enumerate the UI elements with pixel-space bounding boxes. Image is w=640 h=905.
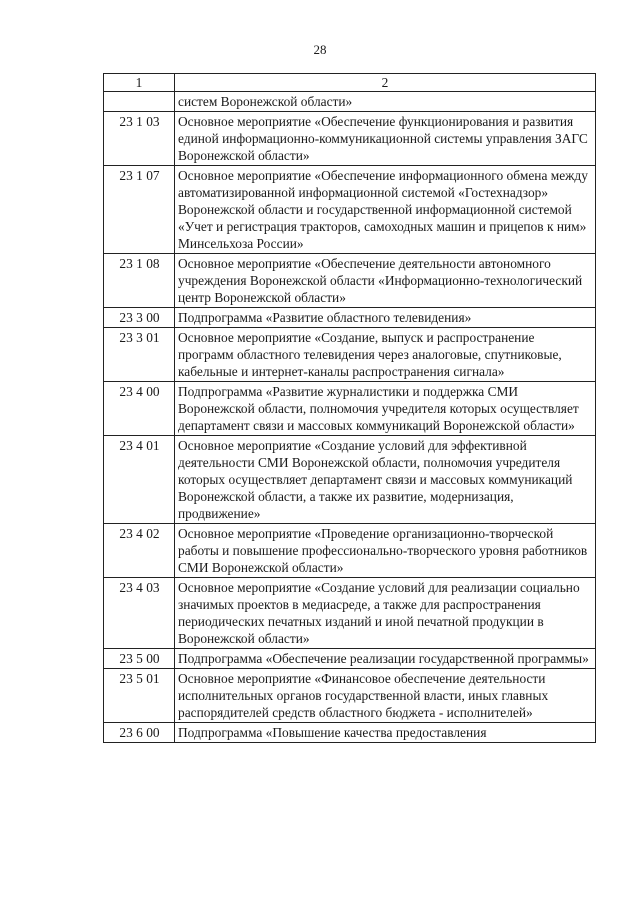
row-code: 23 5 00 [104,649,175,669]
row-code: 23 3 01 [104,328,175,382]
row-description: Подпрограмма «Обеспечение реализации государственной программы» [175,649,596,669]
row-code: 23 1 03 [104,112,175,166]
row-description: Основное мероприятие «Обеспечение деятельности автономного учреждения Воронежской области «Информационно-технологический центр Воронежской области» [175,254,596,308]
table-row [104,723,596,743]
row-description: Подпрограмма «Развитие журналистики и поддержка СМИ Воронежской области, полномочия учредителя которых осуществляет департамент связи и массовых коммуникаций Воронежской области» [175,382,596,436]
row-description: Основное мероприятие «Создание, выпуск и распространение программ областного телевидения через аналоговые, спутниковые, кабельные и интернет-каналы распространения сигнала» [175,328,596,382]
row-description: Основное мероприятие «Финансовое обеспечение деятельности исполнительных органов государственной власти, иных главных распорядителей средств областного бюджета - исполнителей» [175,669,596,723]
table-row [104,112,596,166]
table-header-row [104,74,596,92]
row-code: 23 3 00 [104,308,175,328]
page-number: 28 [313,42,327,57]
column-header-2: 2 [175,74,596,92]
table-row [104,524,596,578]
row-code: 23 4 01 [104,436,175,524]
table-row [104,649,596,669]
table-row [104,669,596,723]
row-description: Подпрограмма «Повышение качества предоставления [175,723,596,743]
row-code: 23 6 00 [104,723,175,743]
row-code: 23 4 00 [104,382,175,436]
row-code: 23 4 02 [104,524,175,578]
row-description: Основное мероприятие «Обеспечение информационного обмена между автоматизированной информационной системой «Гостехнадзор» Воронежской области и государственной информационной системой «Учет и регистрация тракторов, самоходных машин и прицепов к ним» Минсельхоза России» [175,166,596,254]
row-description: систем Воронежской области» [175,92,596,112]
row-code: 23 1 08 [104,254,175,308]
row-description: Основное мероприятие «Обеспечение функционирования и развития единой информационно-коммуникационной системы управления ЗАГС Воронежской области» [175,112,596,166]
table-row [104,308,596,328]
row-description: Подпрограмма «Развитие областного телевидения» [175,308,596,328]
table-row [104,92,596,112]
column-header-1: 1 [104,74,175,92]
row-code [104,92,175,112]
row-description: Основное мероприятие «Создание условий для эффективной деятельности СМИ Воронежской области, полномочия учредителя которых осуществляет департамент связи и массовых коммуникаций Воронежской области, а также их развитие, модернизация, продвижение» [175,436,596,524]
row-description: Основное мероприятие «Проведение организационно-творческой работы и повышение профессионально-творческого уровня работников СМИ Воронежской области» [175,524,596,578]
table-row [104,328,596,382]
budget-code-table [103,73,596,743]
table-row [104,166,596,254]
table-row [104,254,596,308]
row-description: Основное мероприятие «Создание условий для реализации социально значимых проектов в медиасреде, а также для распространения периодических печатных изданий и иной печатной продукции в Воронежской области» [175,578,596,649]
row-code: 23 4 03 [104,578,175,649]
row-code: 23 1 07 [104,166,175,254]
table-row [104,382,596,436]
table-row [104,578,596,649]
table-row [104,436,596,524]
row-code: 23 5 01 [104,669,175,723]
